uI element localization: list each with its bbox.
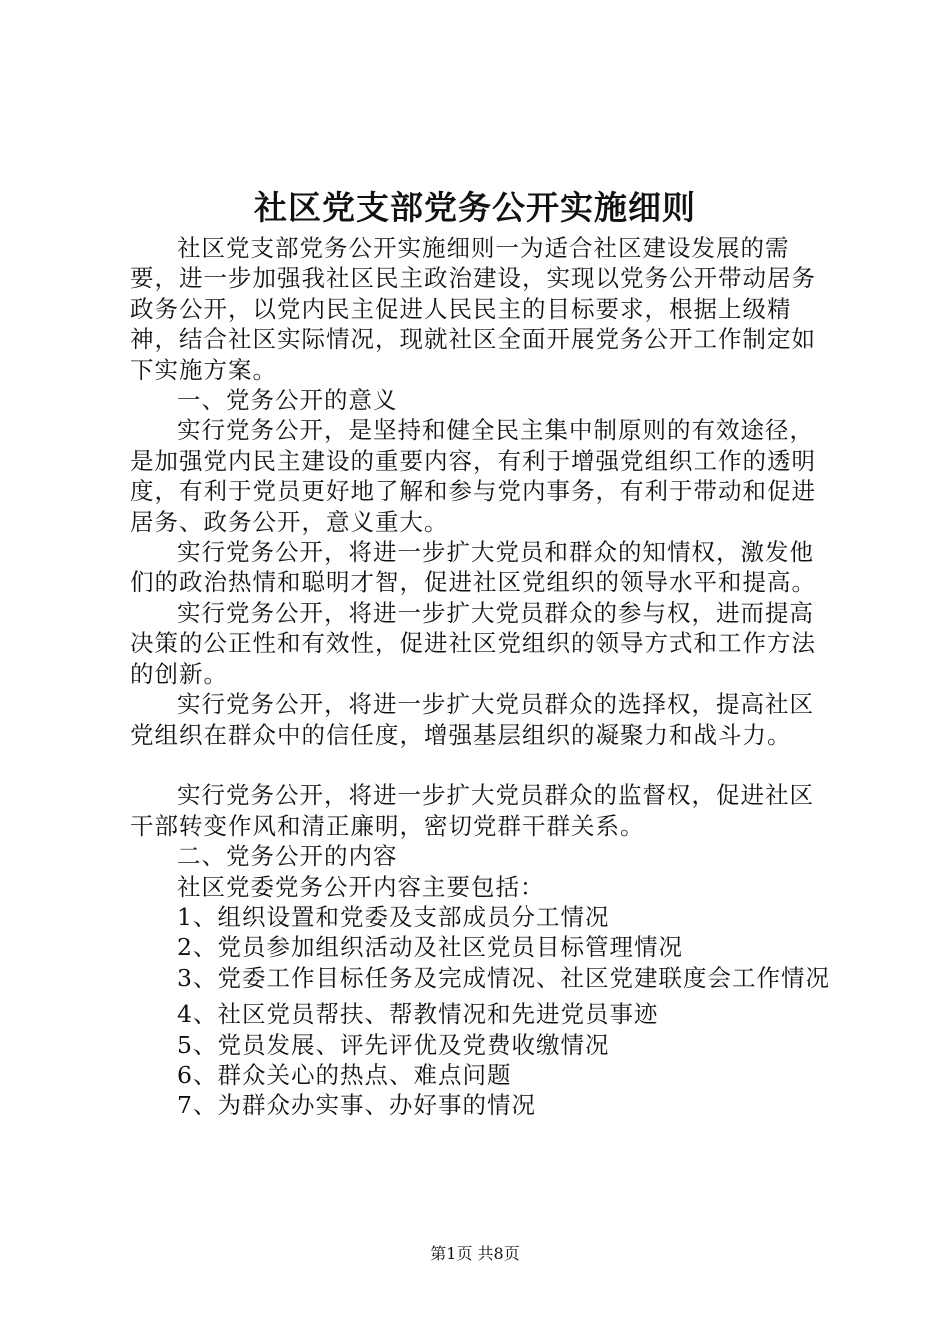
list-item: 6、群众关心的热点、难点问题 bbox=[177, 1060, 512, 1089]
paragraph-content-intro: 社区党委党务公开内容主要包括： bbox=[177, 872, 545, 901]
paragraph-significance-4: 实行党务公开，将进一步扩大党员群众的选择权，提高社区党组织在群众中的信任度，增强基层组织的凝聚力和战斗力。 bbox=[130, 690, 814, 749]
paragraph-significance-2: 实行党务公开，将进一步扩大党员和群众的知情权，激发他们的政治热情和聪明才智，促进社区党组织的领导水平和提高。 bbox=[130, 538, 816, 597]
list-item: 1、组织设置和党委及支部成员分工情况 bbox=[177, 902, 610, 931]
list-item: 5、党员发展、评先评优及党费收缴情况 bbox=[177, 1030, 610, 1059]
list-item: 3、党委工作目标任务及完成情况、社区党建联度会工作情况 bbox=[177, 963, 830, 992]
list-item: 7、为群众办实事、办好事的情况 bbox=[177, 1091, 536, 1120]
blank-line bbox=[130, 750, 835, 780]
document-title: 社区党支部党务公开实施细则 bbox=[254, 188, 696, 227]
section-heading-content: 二、党务公开的内容 bbox=[177, 842, 398, 871]
document-body bbox=[130, 233, 835, 1121]
page-number: 第1页 共8页 bbox=[430, 1244, 520, 1263]
section-heading-significance: 一、党务公开的意义 bbox=[177, 386, 398, 415]
paragraph-significance-1: 实行党务公开，是坚持和健全民主集中制原则的有效途径，是加强党内民主建设的重要内容，有利于增强党组织工作的透明度，有利于党员更好地了解和参与党内事务，有利于带动和促进居务、政务公开，意义重大。 bbox=[130, 416, 816, 536]
paragraph-intro: 社区党支部党务公开实施细则一为适合社区建设发展的需要，进一步加强我社区民主政治建设，实现以党务公开带动居务政务公开，以党内民主促进人民民主的目标要求，根据上级精神，结合社区实际情况，现就社区全面开展党务公开工作制定如下实施方案。 bbox=[130, 234, 816, 384]
list-item: 4、社区党员帮扶、帮教情况和先进党员事迹 bbox=[177, 1000, 659, 1029]
paragraph-significance-3: 实行党务公开，将进一步扩大党员群众的参与权，进而提高决策的公正性和有效性，促进社区党组织的领导方式和工作方法的创新。 bbox=[130, 598, 816, 688]
list-item: 2、党员参加组织活动及社区党员目标管理情况 bbox=[177, 933, 683, 962]
paragraph-significance-5: 实行党务公开，将进一步扩大党员群众的监督权，促进社区干部转变作风和清正廉明，密切党群干群关系。 bbox=[130, 781, 814, 840]
